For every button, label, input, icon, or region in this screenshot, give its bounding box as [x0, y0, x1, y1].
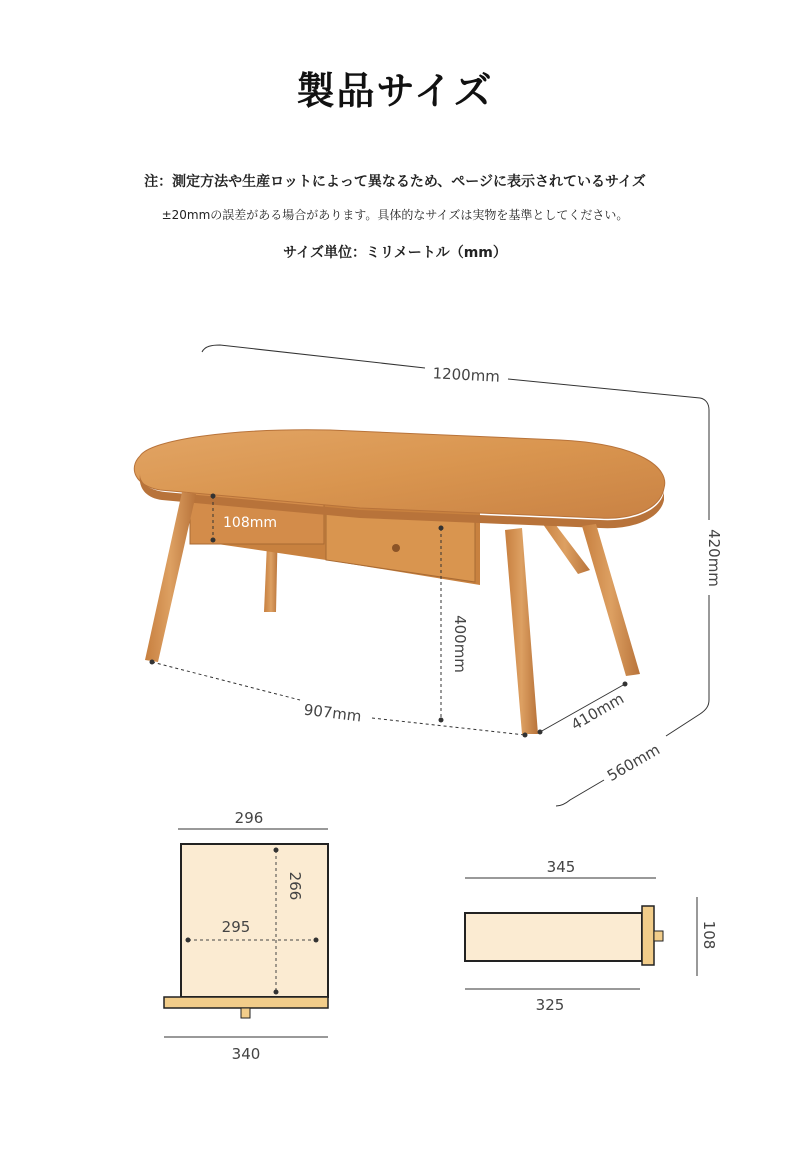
drawer-side-handle [654, 931, 663, 941]
front-right-leg [505, 528, 538, 734]
right-drawer [326, 512, 475, 582]
top-length-label: 345 [546, 858, 576, 876]
drawer-side-view [465, 858, 718, 1014]
drawer-side-front [642, 906, 654, 965]
height-line-lower [666, 595, 709, 736]
depth-label: 560mm [603, 740, 664, 785]
side-height-label: 108 [700, 920, 718, 950]
drawer-front-panel [164, 997, 328, 1008]
drawer-side-outline [465, 913, 642, 961]
measurement-note-line-2: ±20mmの誤差がある場合があります。具体的なサイズは実物を基準としてください。 [161, 208, 629, 222]
leg-length-line-left [152, 662, 300, 700]
unit-note: サイズ単位：ミリメートル（mm） [283, 245, 507, 261]
length-label: 1200mm [432, 364, 501, 386]
measurement-note-line-1: 注：測定方法や生産ロットによって異なるため、ページに表示されているサイズ [144, 174, 646, 190]
inner-width-label: 296 [234, 809, 264, 827]
leg-length-line-right [372, 718, 525, 735]
bottom-length-label: 325 [535, 996, 565, 1014]
drawer-knob [392, 544, 400, 552]
inner-width-mid-label: 295 [221, 918, 251, 936]
leg-height-label: 400mm [451, 615, 469, 673]
coffee-table-illustration [134, 430, 664, 734]
height-label: 420mm [705, 529, 723, 587]
leg-span-length-label: 907mm [302, 700, 363, 726]
drawer-handle [241, 1008, 250, 1018]
drawer-top-view [164, 809, 328, 1063]
depth-line [556, 780, 604, 806]
drawer-height-label: 108mm [223, 515, 277, 531]
inner-depth-label: 266 [286, 871, 304, 901]
front-left-leg [145, 492, 196, 662]
page-title: 製品サイズ [296, 69, 494, 113]
drawer-box-outline [181, 844, 328, 997]
length-line-left [202, 345, 425, 368]
leg-span-depth-label: 410mm [567, 689, 628, 734]
right-side-leg [582, 524, 640, 676]
front-width-label: 340 [231, 1045, 261, 1063]
back-right-leg [540, 520, 590, 574]
